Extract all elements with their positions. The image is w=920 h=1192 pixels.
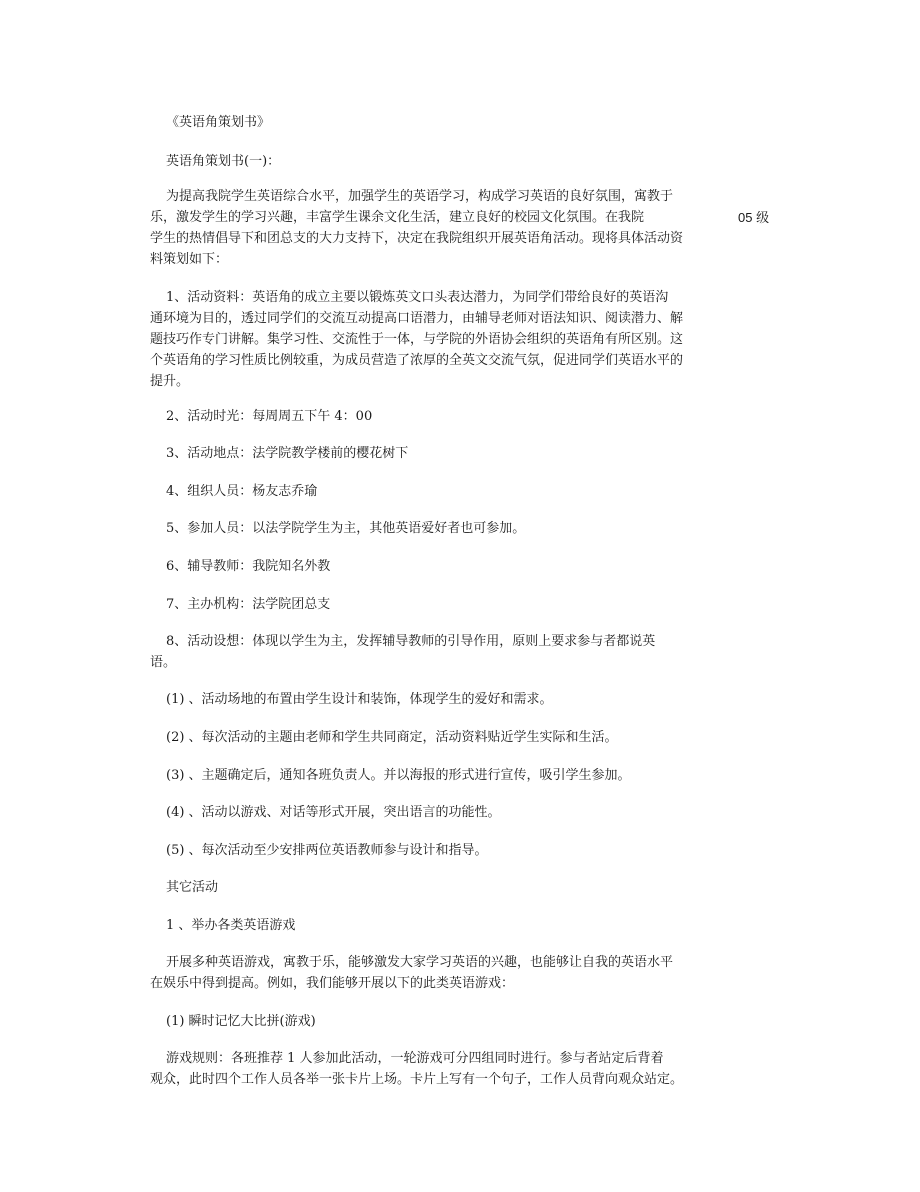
item-8-paragraph xyxy=(150,631,680,673)
sub-item-3: (3) 、主题确定后，通知各班负责人。并以海报的形式进行宣传，吸引学生参加。 xyxy=(166,768,631,783)
item-1-paragraph xyxy=(150,287,684,392)
sub-item-1: (1) 、活动场地的布置由学生设计和装饰，体现学生的爱好和需求。 xyxy=(166,692,553,707)
game-rules-paragraph xyxy=(150,1048,684,1090)
item-5: 5、参加人员：以法学院学生为主，其他英语爱好者也可参加。 xyxy=(166,521,526,536)
item-1-line: 通环境为目的，透过同学们的交流互动提高口语潜力，由辅导老师对语法知识、阅读潜力、解 xyxy=(150,311,684,326)
intro-line: 学生的热情倡导下和团总支的大力支持下，决定在我院组织开展英语角活动。现将具体活动资 xyxy=(150,231,684,246)
other-activity-1: 1 、举办各类英语游戏 xyxy=(166,918,296,933)
game-1-title: (1) 瞬时记忆大比拼(游戏) xyxy=(166,1014,316,1029)
item-8-line: 8、活动设想：体现以学生为主，发挥辅导教师的引导作用，原则上要求参与者都说英 xyxy=(166,634,656,649)
item-1-line: 提升。 xyxy=(150,374,190,389)
game-rules-line: 游戏规则：各班推荐 1 人参加此活动，一轮游戏可分四组同时进行。参与者站定后背着 xyxy=(166,1051,664,1066)
intro-line: 为提高我院学生英语综合水平，加强学生的英语学习，构成学习英语的良好氛围，寓教于 xyxy=(166,189,674,204)
intro-paragraph xyxy=(150,186,684,270)
item-1-line: 题技巧作专门讲解。集学习性、交流性于一体，与学院的外语协会组织的英语角有所区别。这 xyxy=(150,332,684,347)
item-7: 7、主办机构：法学院团总支 xyxy=(166,597,331,612)
sub-item-4: (4) 、活动以游戏、对话等形式开展，突出语言的功能性。 xyxy=(166,805,501,820)
item-2: 2、活动时光：每周周五下午 4：00 xyxy=(166,409,373,424)
intro-line: 乐，激发学生的学习兴趣，丰富学生课余文化生活，建立良好的校园文化氛围。在我院 xyxy=(150,210,645,225)
item-1-line: 个英语角的学习性质比例较重，为成员营造了浓厚的全英文交流气氛，促进同学们英语水平的 xyxy=(150,353,684,368)
item-1-line: 1、活动资料：英语角的成立主要以锻炼英文口头表达潜力，为同学们带给良好的英语沟 xyxy=(166,290,669,305)
item-4: 4、组织人员：杨友志乔瑜 xyxy=(166,484,318,499)
game-rules-line: 观众，此时四个工作人员各举一张卡片上场。卡片上写有一个句子，工作人员背向观众站定。 xyxy=(150,1072,684,1087)
intro-line: 料策划如下： xyxy=(150,252,229,267)
item-6: 6、辅导教师：我院知名外教 xyxy=(166,559,331,574)
section-subtitle: 英语角策划书(一)： xyxy=(166,154,281,169)
other-activities-heading: 其它活动 xyxy=(166,880,219,895)
item-3: 3、活动地点：法学院教学楼前的樱花树下 xyxy=(166,446,409,461)
grade-note: 05 级 xyxy=(738,210,770,225)
sub-item-2: (2) 、每次活动的主题由老师和学生共同商定，活动资料贴近学生实际和生活。 xyxy=(166,730,618,745)
games-intro-line: 开展多种英语游戏，寓教于乐，能够激发大家学习英语的兴趣，也能够让自我的英语水平 xyxy=(166,955,674,970)
document-title: 《英语角策划书》 xyxy=(166,115,271,130)
games-intro-paragraph xyxy=(150,952,680,994)
item-8-line: 语。 xyxy=(150,655,177,670)
games-intro-line: 在娱乐中得到提高。例如，我们能够开展以下的此类英语游戏： xyxy=(150,976,515,991)
sub-item-5: (5) 、每次活动至少安排两位英语教师参与设计和指导。 xyxy=(166,843,488,858)
